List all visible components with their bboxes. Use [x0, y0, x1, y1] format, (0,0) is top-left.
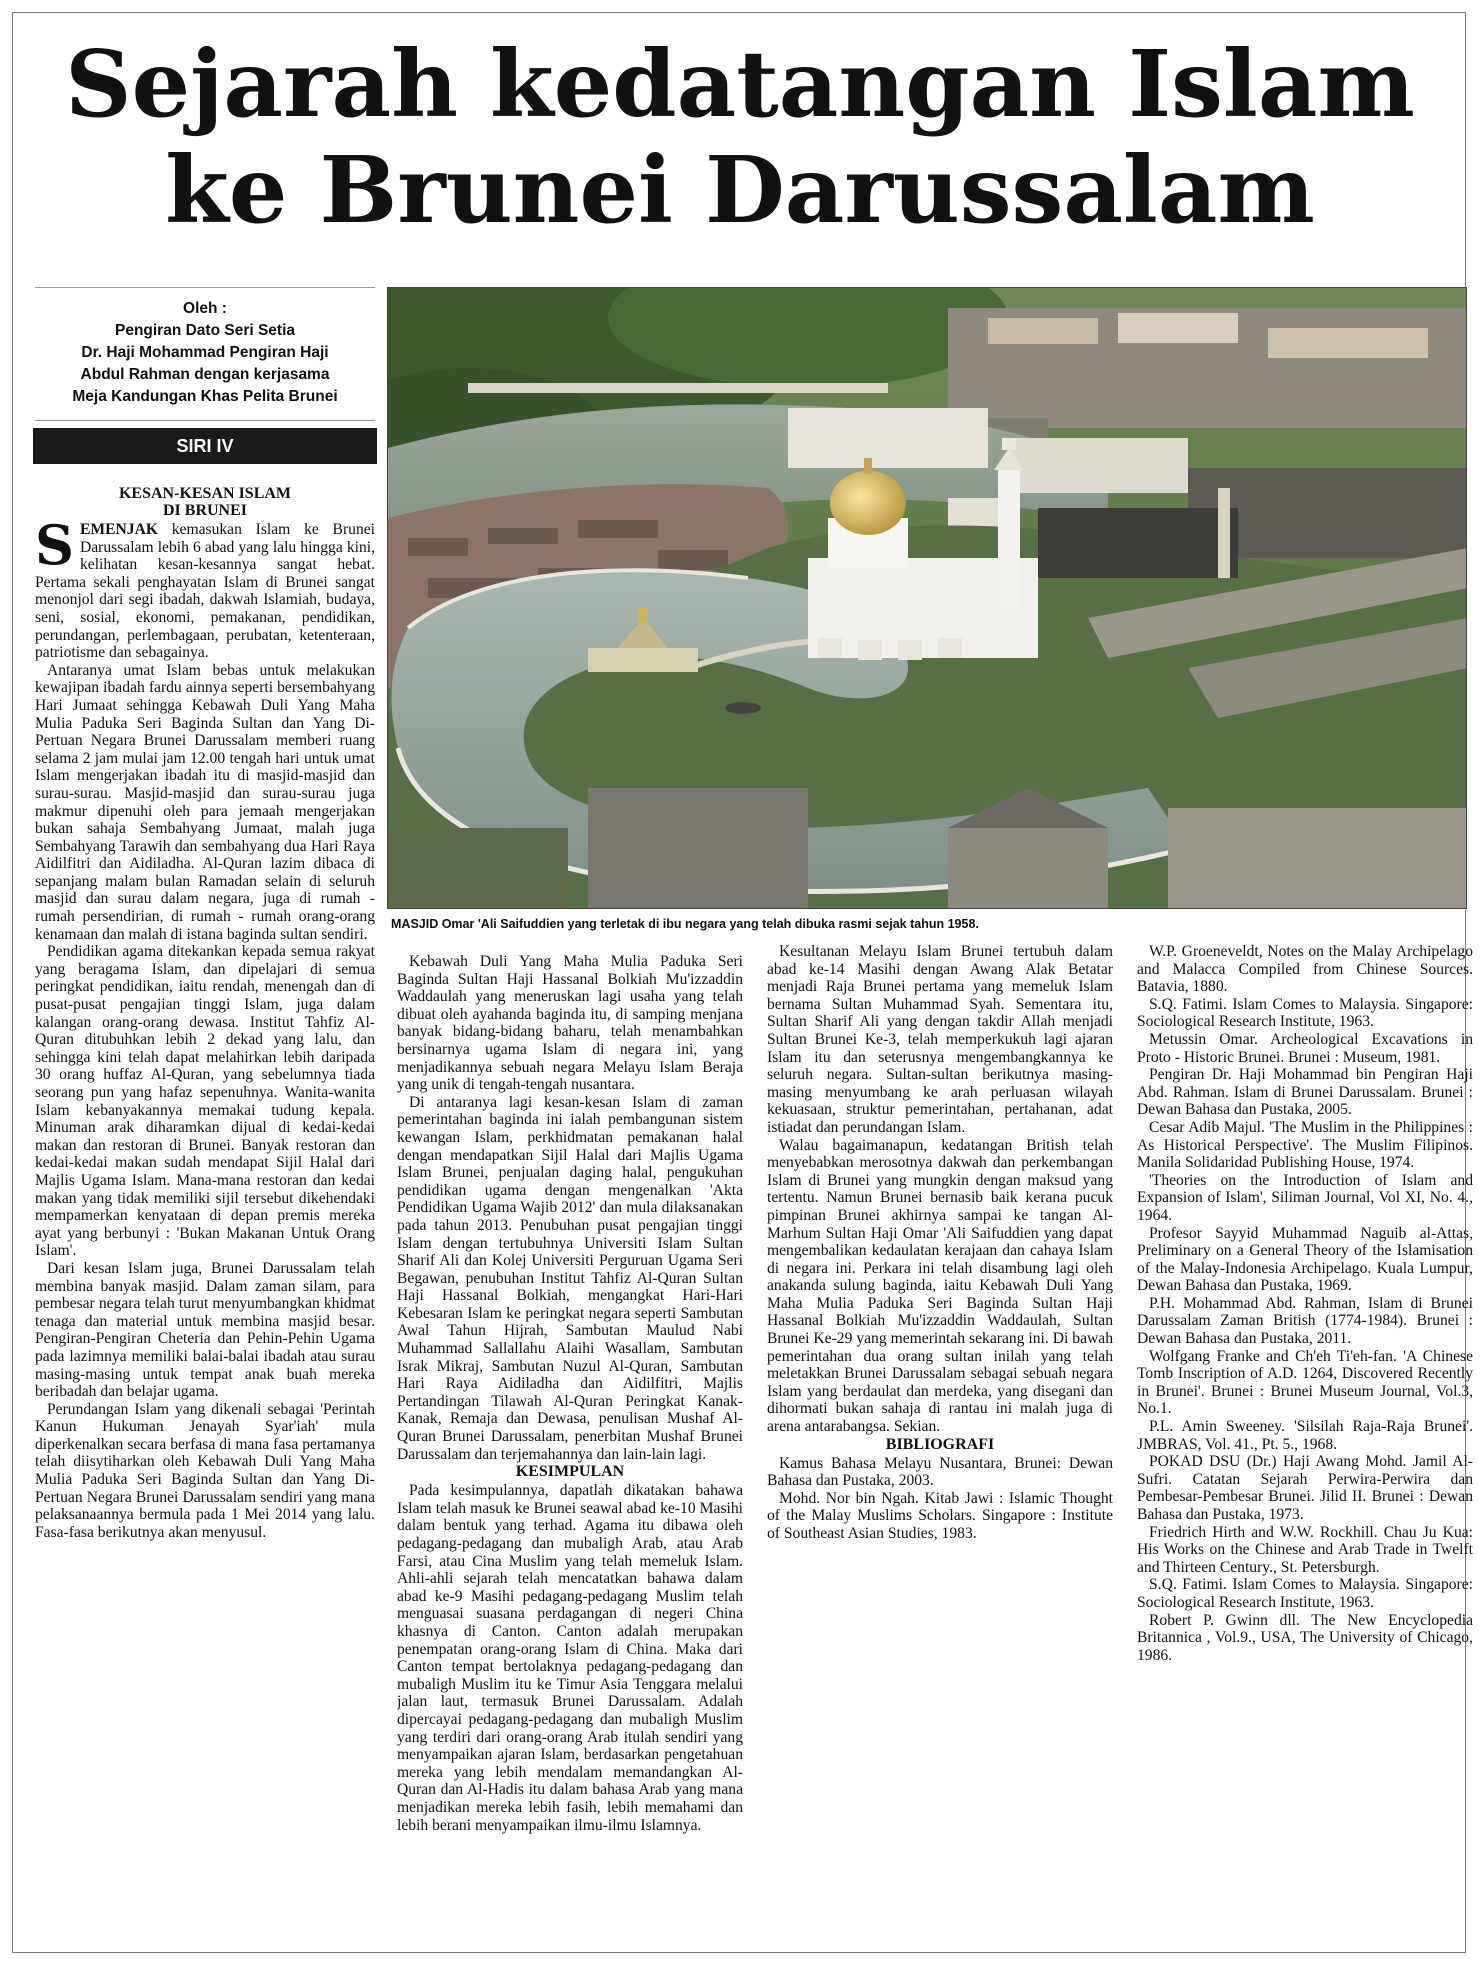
- bibliography-entry: Profesor Sayyid Muhammad Naguib al-Attas, Preliminary on a General Theory of the Islamisation of the Malay-Indonesia Archipelago. Kuala Lumpur, Dewan Bahasa dan Pustaka, 1969.: [1137, 1224, 1473, 1295]
- bibliography-entry: S.Q. Fatimi. Islam Comes to Malaysia. Singapore: Sociological Research Institute, 1963.: [1137, 1576, 1473, 1611]
- photo-caption: MASJID Omar 'Ali Saifuddien yang terletak di ibu negara yang telah dibuka rasmi sejak tahun 1958.: [391, 917, 979, 931]
- bibliography-entry: Friedrich Hirth and W.W. Rockhill. Chau Ju Kua: His Works on the Chinese and Arab Trade in Twelft and Thirteen Century., St. Petersburgh.: [1137, 1523, 1473, 1576]
- byline-line: Oleh :: [183, 300, 227, 317]
- section-heading: KESIMPULAN: [515, 1463, 625, 1481]
- section-heading-line: KESAN-KESAN ISLAM: [118, 485, 292, 502]
- bibliography-entry: 'Theories on the Introduction of Islam and Expansion of Islam', Siliman Journal, Vol XI, No. 4., 1964.: [1137, 1171, 1473, 1224]
- bibliography-entry: POKAD DSU (Dr.) Haji Awang Mohd. Jamil Al-Sufri. Catatan Sejarah Perwira-Perwira dan Pembesar-Pembesar Brunei. Jilid II. Brunei : Dewan Bahasa dan Pustaka, 1973.: [1137, 1453, 1473, 1523]
- paragraph: Kesultanan Melayu Islam Brunei tertubuh dalam abad ke-14 Masihi dengan Awang Alak Betatar menjadi Raja Brunei pertama yang memeluk Islam bernama Sultan Muhammad Syah. Sementara itu, Sultan Sharif Ali yang dengan takdir Allah menjadi Sultan Brunei Ke-3, telah memperkukuh lagi ajaran Islam itu dan seterusnya mengembangkannya ke seluruh negara. Sultan-sultan berikutnya masing-masing menyumbang ke arah perluasan wilayah kekuasaan, struktur pemerintahan, pertahanan, adat istiadat dan perundangan Islam.: [767, 943, 1113, 1136]
- series-banner: SIRI IV: [33, 428, 377, 464]
- byline-line: Abdul Rahman dengan kerjasama: [80, 366, 330, 383]
- bibliography-entry: Robert P. Gwinn dll. The New Encyclopedia Britannica , Vol.9., USA, The University of Chicago, 1986.: [1137, 1611, 1473, 1664]
- bibliography-entry: Metussin Omar. Archeological Excavations in Proto - Historic Brunei. Brunei : Museum, 1981.: [1137, 1030, 1473, 1066]
- bibliography-entry: P.H. Mohammad Abd. Rahman, Islam di Brunei Darussalam Zaman British (1774-1984). Brunei : Dewan Bahasa dan Pustaka, 2011.: [1137, 1294, 1473, 1348]
- paragraph-text: kemasukan Islam ke Brunei Darussalam lebih 6 abad yang lalu hingga kini, kelihatan kesan-kesannya sangat hebat. Pertama sekali penghayatan Islam di Brunei sangat menonjol dari segi ibadah, dakwah Islamiah, budaya, seni, sosial, ekonomi, pemakanan, pendidikan, perundangan, perlembagaan, perubatan, ketenteraan, patriotisme dan sebagainya.: [35, 521, 375, 662]
- headline-line-1: Sejarah kedatangan Islam: [65, 30, 1415, 138]
- paragraph: Kebawah Duli Yang Maha Mulia Paduka Seri Baginda Sultan Haji Hassanal Bolkiah Mu'izzaddin Waddaulah yang meneruskan lagi usaha yang telah dibuat oleh ayahanda baginda itu, di samping menjana banyak bidang-bidang baharu, telah menambahkan bersinarnya ugama Islam di negara ini, yang menjadikannya sebuah negara Melayu Islam Beraja yang unik di tengah-tengah nusantara.: [397, 953, 743, 1094]
- paragraph: Pendidikan agama ditekankan kepada semua rakyat yang beragama Islam, dan dipelajari di semua peringkat pendidikan, iaitu rendah, menengah dan di pusat-pusat pengajian tinggi Islam, juga dalam kalangan orang-orang dewasa. Institut Tahfiz Al-Quran ditubuhkan lebih 2 dekad yang lalu, dan sehingga kini telah dapat melahirkan lebih daripada 30 orang huffaz Al-Quran, yang sebelumnya tiada seorang pun yang hafaz sepenuhnya. Wanita-wanita Islam kebanyakannya memakai tudung kepala. Minuman arak diharamkan dijual di kedai-kedai makan dan restoran di Brunei. Banyak restoran dan kedai-kedai makan sudah mendapat Sijil Halal dari Majlis Ugama Islam. Mana-mana restoran dan kedai makan yang tidak memiliki sijil tersebut dikehendaki mempamerkan kenyataan di depan premis mereka ayat yang berbunyi : 'Bukan Makanan Untuk Orang Islam'.: [35, 943, 375, 1260]
- byline-line: Dr. Haji Mohammad Pengiran Haji: [81, 344, 329, 361]
- article-column-1: [35, 485, 375, 1955]
- bibliography-entry: P.L. Amin Sweeney. 'Silsilah Raja-Raja Brunei'. JMBRAS, Vol. 41., Pt. 5., 1968.: [1137, 1418, 1473, 1453]
- bibliography-entry: Kamus Bahasa Melayu Nusantara, Brunei: Dewan Bahasa dan Pustaka, 2003.: [767, 1454, 1113, 1490]
- paragraph: Perundangan Islam yang dikenali sebagai 'Perintah Kanun Hukuman Jenayah Syar'iah' mula diperkenalkan secara berfasa di mana fasa pertamanya telah diisytiharkan oleh Kebawah Duli Yang Maha Mulia Paduka Seri Baginda Sultan dan Yang Di-Pertuan Negara Brunei Darussalam sendiri yang mana pelaksanaannya bermula pada 1 Mei 2014 yang lalu. Fasa-fasa berikutnya akan menyusul.: [35, 1400, 375, 1541]
- article-column-4: [1137, 943, 1473, 1955]
- author-byline: [35, 287, 375, 421]
- bibliography-entry: S.Q. Fatimi. Islam Comes to Malaysia. Singapore: Sociological Research Institute, 1963.: [1137, 995, 1473, 1031]
- section-heading: BIBLIOGRAFI: [885, 1435, 995, 1453]
- bibliography-entry: W.P. Groeneveldt, Notes on the Malay Archipelago and Malacca Compiled from Chinese Sources. Batavia, 1880.: [1137, 943, 1473, 996]
- byline-line: Pengiran Dato Seri Setia: [114, 322, 296, 339]
- newspaper-page: [12, 12, 1473, 1953]
- mosque-photo-illustration: [388, 288, 1467, 909]
- paragraph: Di antaranya lagi kesan-kesan Islam di zaman pemerintahan baginda ini ialah pembangunan sistem kewangan Islam, perkhidmatan pemakanan halal dengan mendapatkan Sijil Halal dari Majlis Ugama Islam Brunei, penjualan daging halal, pengukuhan pendidikan ugama dengan mengenalkan 'Akta Pendidikan Ugama Wajib 2012' dan mula dilaksanakan pada tahun 2013. Penubuhan pusat pengajian tinggi Islam dengan tertubuhnya Universiti Islam Sultan Sharif Ali dan Kolej Universiti Perguruan Ugama Seri Begawan, penubuhan Institut Tahfiz Al-Quran Sultan Haji Hassanal Bolkiah, mengangkat Hari-Hari Kebesaran Islam ke peringkat negara seperti Sambutan Awal Tahun Hijrah, Sambutan Maulud Nabi Muhammad Sallallahu Alaihi Wasallam, Sambutan Israk Mikraj, Sambutan Nuzul Al-Quran, Sambutan Hari Raya Aidiladha dan Aidilfitri, Majlis Pertandingan Tilawah Al-Quran Peringkat Kanak-Kanak, Remaja dan Dewasa, penulisan Mushaf Al-Quran Brunei Darussalam, penerbitan Mushaf Brunei Darussalam dan terjemahannya dan lain-lain lagi.: [397, 1093, 743, 1463]
- article-headline: [33, 31, 1447, 243]
- paragraph: Dari kesan Islam juga, Brunei Darussalam telah membina banyak masjid. Dalam zaman silam, para pembesar negara telah turut menyumbangkan khidmat tenaga dan material untuk membina masjid besar. Pengiran-Pengiran Cheteria dan Pehin-Pehin Ugama pada lazimnya memiliki balai-balai ibadah atau surau masing-masing untuk tempat anak buah mereka beribadah dan belajar ugama.: [35, 1259, 375, 1401]
- section-heading: [35, 485, 375, 519]
- bibliography-entry: Cesar Adib Majul. 'The Muslim in the Philippines : As Historical Perspective'. The Muslim Filipinos. Manila Solidaridad Publishing House, 1974.: [1137, 1118, 1473, 1172]
- drop-cap: S: [35, 513, 74, 577]
- paragraph: [35, 513, 375, 662]
- bibliography-entry: Wolfgang Franke and Ch'eh Ti'eh-fan. 'A Chinese Tomb Inscription of A.D. 1264, Discovered Recently in Brunei'. Brunei : Brunei Museum Journal, Vol.3, No.1.: [1137, 1347, 1473, 1418]
- bibliography-entry: Mohd. Nor bin Ngah. Kitab Jawi : Islamic Thought of the Malay Muslims Scholars. Singapore : Institute of Southeast Asian Studies, 1983.: [767, 1489, 1113, 1542]
- article-column-2: [397, 953, 743, 1955]
- section-heading-line: DI BRUNEI: [162, 502, 247, 519]
- headline-line-2: ke Brunei Darussalam: [165, 136, 1315, 244]
- paragraph: Walau bagaimanapun, kedatangan British telah menyebabkan merosotnya dakwah dan perkembangan Islam di Brunei yang mungkin dengan maksud yang tertentu. Namun Brunei bernasib baik kerana pucuk pimpinan Brunei akhirnya sampai ke tangan Al-Marhum Sultan Haji Omar 'Ali Saifuddien yang dapat mengembalikan kedaulatan kerajaan dan cahaya Islam di negara ini. Perkara ini telah disambung lagi oleh anakanda sulung baginda, iaitu Kebawah Duli Yang Maha Mulia Paduka Seri Baginda Sultan Haji Hassanal Bolkiah Mu'izzaddin Waddaulah, Sultan Brunei Ke-29 yang memerintah sekarang ini. Di bawah pemerintahan dua orang sultan inilah yang telah meletakkan Brunei Darussalam sebagai sebuah negara Islam yang berdaulat dan merdeka, yang disegani dan dihormati bukan sahaja di rantau ini malah juga di arena antarabangsa. Sekian.: [767, 1136, 1113, 1436]
- bibliography-entry: Pengiran Dr. Haji Mohammad bin Pengiran Haji Abd. Rahman. Islam di Brunei Darussalam. Brunei : Dewan Bahasa dan Pustaka, 2005.: [1137, 1066, 1473, 1119]
- paragraph: Pada kesimpulannya, dapatlah dikatakan bahawa Islam telah masuk ke Brunei seawal abad ke-10 Masihi dalam bentuk yang terhad. Agama itu dibawa oleh pedagang-pedagang dan mubaligh Arab, atau Arab Farsi, atau Cina Muslim yang telah memeluk Islam. Ahli-ahli sejarah telah mencatatkan bahawa dalam abad ke-9 Masihi pedagang-pedagang Muslim telah menguasai suasana perdagangan di negeri China khasnya di Canton. Canton adalah merupakan penempatan orang-orang Islam di China. Maka dari Canton tempat bertolaknya pedagang-pedagang dan mubaligh Muslim itu ke Timur Asia Tenggara melalui jalan laut, termasuk Brunei Darussalam. Adalah dipercayai pedagang-pedagang dan mubaligh Muslim yang terdiri dari orang-orang Arab itulah sendiri yang menyampaikan ajaran Islam, berdasarkan pengetahuan mereka yang lebih mendalam memandangkan Al-Quran dan Al-Hadis itu dalam bahasa Arab yang mana menjadikan mereka lebih fasih, lebih memahami dan lebih berani menyampaikan ilmu-ilmu Islamnya.: [397, 1482, 743, 1834]
- paragraph: Antaranya umat Islam bebas untuk melakukan kewajipan ibadah fardu ainnya seperti bersembahyang Hari Jumaat sehingga Kebawah Duli Yang Maha Mulia Paduka Seri Baginda Sultan dan Yang Di-Pertuan Negara Brunei Darussalam memberi ruang selama 2 jam mulai jam 12.00 tengah hari untuk umat Islam mengerjakan ibadah itu di masjid-masjid dan surau-surau. Masjid-masjid dan surau-surau juga makmur dipenuhi oleh para jemaah mengerjakan bukan sahaja Sembahyang Jumaat, malah juga Sembahyang Tarawih dan sembahyang dua Hari Raya Aidilfitri dan Aidiladha. Al-Quran lazim dibaca di sepanjang malam bulan Ramadan selain di seluruh masjid dan surau dalam negara, juga di rumah - rumah persendirian, di rumah - rumah orang-orang kenamaan dan malah di istana baginda sultan sendiri.: [35, 661, 375, 943]
- lead-word: EMENJAK: [80, 521, 158, 538]
- article-column-3: [767, 943, 1113, 1955]
- mosque-aerial-photo: [387, 287, 1467, 909]
- byline-line: Meja Kandungan Khas Pelita Brunei: [72, 388, 338, 405]
